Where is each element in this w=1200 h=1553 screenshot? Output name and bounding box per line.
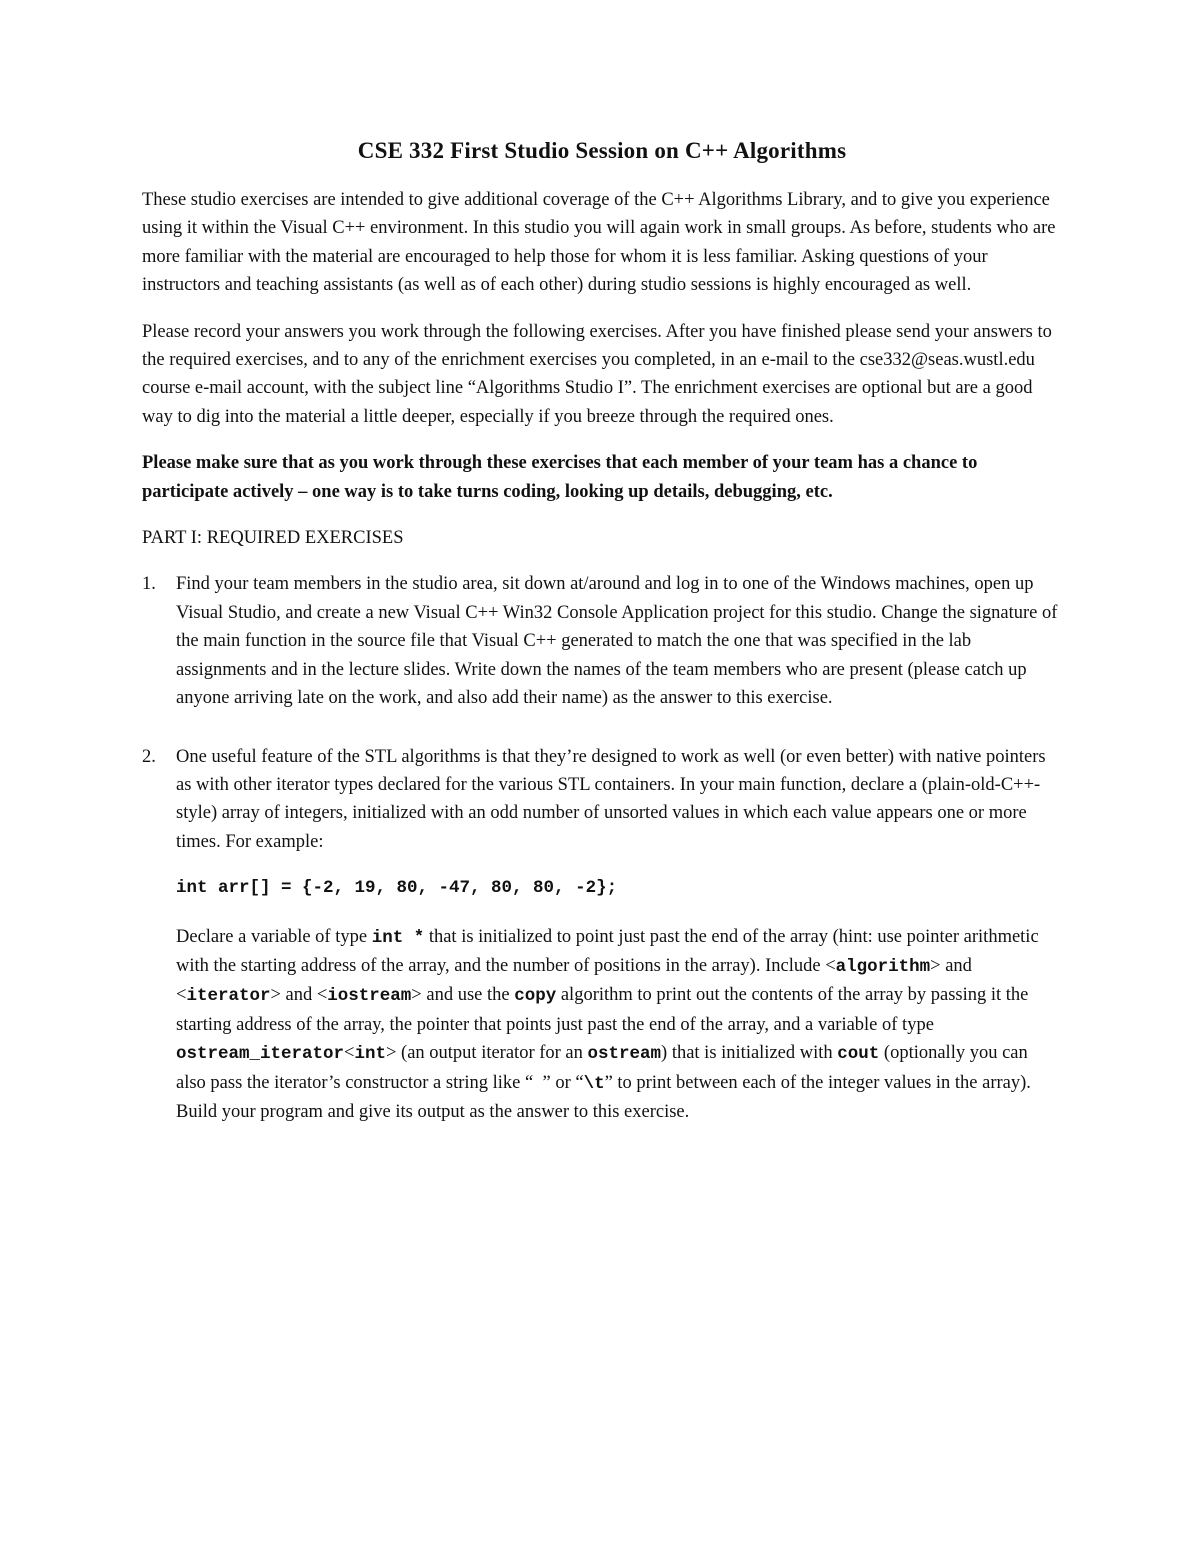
instructions-paragraph: Please record your answers you work through the following exercises. After you have finished please send your answers to the required exercises, and to any of the enrichment exercises you completed, in an e-mail to the cse332@seas.wustl.edu course e-mail account, with the subject line “Algorithms Studio I”. The enrichment exercises are optional but are a good way to dig into the material a little deeper, especially if you breeze through the required ones.	[142, 321, 1052, 427]
exercise-number: 1.	[142, 574, 156, 595]
code-token: copy	[514, 986, 557, 1007]
exercise-text: Find your team members in the studio area, sit down at/around and log in to one of the Windows machines, open up Visual Studio, and create a new Visual C++ Win32 Console Application project for this studio. Change the signature of the main function in the source file that Visual C++ generated to match the one that was specified in the lab assignments and in the lecture slides. Write down the names of the team members who are present (please catch up anyone arriving late on the work, and also add their name) as the answer to this exercise.	[176, 574, 1058, 709]
detail-text: ) that is initialized with	[661, 1043, 838, 1064]
detail-text: algorithm to print out the contents of the array by passing it the starting address of the array, the pointer that points just past the end of the array, and a variable of type	[176, 985, 1029, 1035]
code-token: \t	[583, 1073, 605, 1094]
exercise-detail	[176, 923, 1062, 1127]
code-token: int *	[371, 927, 425, 948]
code-example: int arr[] = {-2, 19, 80, -47, 80, 80, -2};	[176, 878, 618, 899]
code-token: iostream	[327, 986, 412, 1007]
exercise-text: One useful feature of the STL algorithms is that they’re designed to work as well (or even better) with native pointers as with other iterator types declared for the various STL containers. In your main function, declare a (plain-old-C++-style) array of integers, initialized with an odd number of unsorted values in which each value appears one or more times. For example:	[176, 746, 1046, 852]
detail-text: Declare a variable of type	[176, 926, 372, 947]
code-token: int	[354, 1044, 386, 1065]
part-heading: PART I: REQUIRED EXERCISES	[142, 528, 404, 549]
detail-text: > (an output iterator for an	[385, 1043, 588, 1064]
document-page	[142, 138, 1062, 1126]
exercise-number: 2.	[142, 746, 156, 767]
code-token: iterator	[186, 986, 271, 1007]
code-token: ostream	[587, 1044, 662, 1065]
page-title: CSE 332 First Studio Session on C++ Algorithms	[357, 138, 847, 163]
detail-text: ” to print between each of the integer values in the array). Build your program and give its output as the answer to this exercise.	[176, 1072, 1031, 1122]
exercise-list	[142, 570, 1062, 1126]
detail-text: that is initialized to point just past the end of the array (hint: use pointer arithmetic with the starting address of the array, and the number of positions in the array). Include <	[176, 926, 1039, 976]
code-token: algorithm	[835, 956, 931, 977]
intro-paragraph: These studio exercises are intended to give additional coverage of the C++ Algorithms Library, and to give you experience using it within the Visual C++ environment. In this studio you will again work in small groups. As before, students who are more familiar with the material are encouraged to help those for whom it is less familiar. Asking questions of your instructors and teaching assistants (as well as of each other) during studio sessions is highly encouraged as well.	[142, 190, 1056, 296]
exercise-item	[142, 570, 1062, 712]
detail-text: (optionally you can also pass the iterator’s constructor a string like “ ” or “	[176, 1043, 1033, 1093]
exercise-item	[142, 743, 1062, 1127]
code-token: ostream_iterator	[176, 1044, 345, 1065]
detail-text: <	[344, 1043, 355, 1064]
detail-text: > and use the	[411, 985, 515, 1006]
detail-text: > and <	[270, 985, 328, 1006]
detail-text: > and <	[176, 955, 972, 1006]
code-token: cout	[837, 1044, 880, 1065]
emphasis-paragraph: Please make sure that as you work through these exercises that each member of your team has a chance to participate actively – one way is to take turns coding, looking up details, debugging, etc.	[142, 453, 978, 502]
